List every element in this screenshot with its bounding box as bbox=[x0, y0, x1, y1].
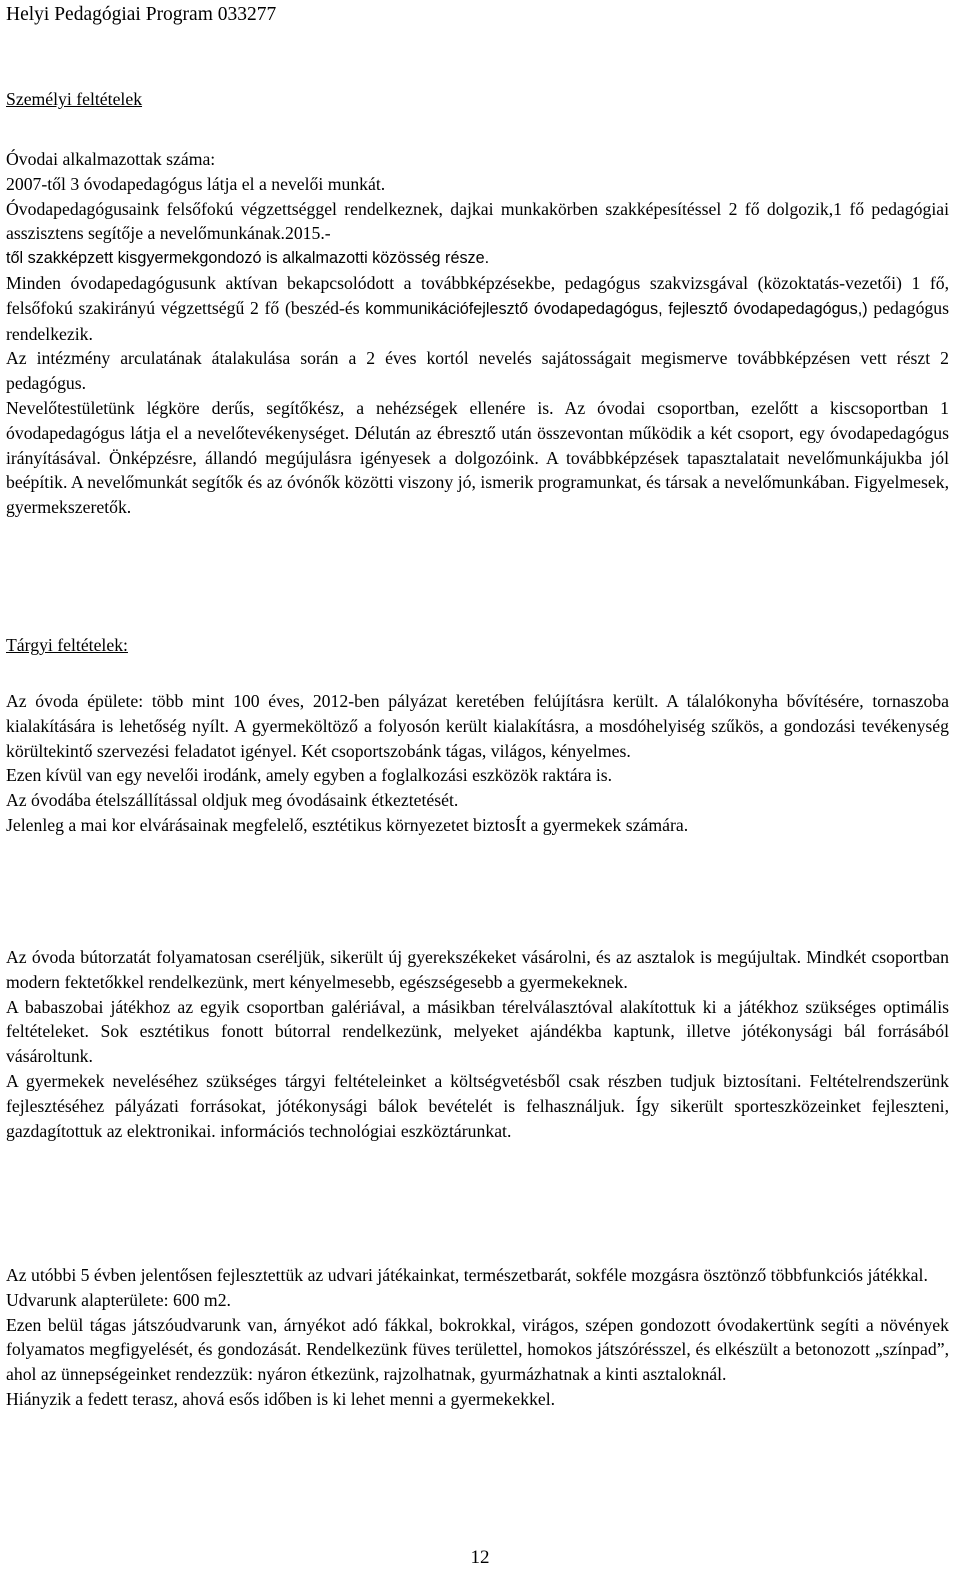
paragraph-funding: A gyermekek neveléséhez szükséges tárgyi feltételeinket a költségvetésből csak részben tudjuk biztosítani. Feltételrendszerünk fejlesztéséhez pályázati forrásokat, jótékonysági bálok bevételét is felhasználjuk. Így sikerült sporteszközeinket fejleszteni, gazdagítottuk az elektronikai. információs technológiai eszköztárunkat. bbox=[6, 1070, 949, 1141]
paragraph-catering: Az óvodába ételszállítással oldjuk meg óvodásaink étkeztetését. bbox=[6, 790, 459, 811]
document-header: Helyi Pedagógiai Program 033277 bbox=[6, 4, 277, 25]
paragraph-play-area: A babaszobai játékhoz az egyik csoportban galériával, a másikban térelválasztóval alakítottuk ki a játékhoz szükséges optimális feltételeket. Sok esztétikus fonott bútorral rendelkezünk, melyeket ajándékba kaptunk, illetve jótékonysági bál forrásából vásároltunk. bbox=[6, 996, 949, 1067]
paragraph-training bbox=[6, 271, 949, 346]
paragraph-qualifications-continued: től szakképzett kisgyermekgondozó is alkalmazotti közösség része. bbox=[6, 249, 490, 268]
section-material-body-2 bbox=[6, 945, 949, 1143]
paragraph-yard-description: Ezen belül tágas játszóudvarunk van, árnyékot adó fákkal, bokrokkal, virágos, szépen gondozott óvodakertünk segíti a növények folyamatos megfigyelését, és gondozását. Rendelkezünk füves területtel, homokos játszórésszel, és elkészült a betonozott „színpad”, ahol az ünnepségeinket rendezzük: nyáron étkezünk, rajzolhatnak, gyurmázhatnak a kinti asztaloknál. bbox=[6, 1314, 949, 1385]
paragraph-environment: Jelenleg a mai kor elvárásainak megfelelő, esztétikus környezetet biztosÍt a gyermekek számára. bbox=[6, 814, 689, 835]
section-material-body-1 bbox=[6, 689, 949, 838]
paragraph-staff-atmosphere: Nevelőtestületünk légköre derűs, segítőkész, a nehézségek ellenére is. Az óvodai csoportban, ezelőtt a kiscsoportban 1 óvodapedagógus látja el a nevelőtevékenységet. Délután az ébresztő után összevontan működik a két csoport, egy óvodapedagógus irányításával. Önképzésre, állandó megújulásra igényesek a dolgozóink. A továbbképzések tapasztalatait nevelőmunkájukba jól beépítik. A nevelőmunkát segítők és az óvónők közötti viszony jó, ismerik programunkat, és társak a nevelőmunkában. Figyelmesek, gyermekszeretők. bbox=[6, 397, 949, 518]
paragraph-training-end: pedagógus rendelkezik. bbox=[6, 297, 949, 344]
paragraph-yard-area: Udvarunk alapterülete: 600 m2. bbox=[6, 1289, 231, 1310]
paragraph-building: Az óvoda épülete: több mint 100 éves, 2012-ben pályázat keretében felújításra került. A tálalókonyha bővítésére, tornaszoba kialakítására is lehetőség nyílt. A gyermeköltöző a folyosón került kialakításra, a mosdóhelyiség szűkös, a gondozási tevékenység körültekintő szervezési feladatot igényel. Két csoportszobánk tágas, világos, kényelmes. bbox=[6, 691, 949, 761]
section-heading-personal: Személyi feltételek bbox=[6, 89, 143, 109]
section-personal bbox=[6, 87, 949, 112]
page-number: 12 bbox=[470, 1547, 490, 1568]
section-material-body-3 bbox=[6, 1263, 949, 1412]
paragraph-qualifications: Óvodapedagógusaink felsőfokú végzettséggel rendelkeznek, dajkai munkakörben szakképesítéssel 2 fő dolgozik,1 fő pedagógiai asszisztens segítője a nevelőmunkának.2015.- bbox=[6, 198, 949, 244]
paragraph-training-specialization: kommunikációfejlesztő óvodapedagógus, fejlesztő óvodapedagógus,) bbox=[365, 299, 868, 318]
section-material bbox=[6, 633, 949, 658]
paragraph-training-text: Minden óvodapedagógusunk aktívan bekapcsolódott a továbbképzésekbe, pedagógus szakvizsgával (közoktatás-vezetői) 1 fő, felsőfokú szakirányú végzettségű 2 fő (beszéd-és bbox=[6, 272, 949, 318]
section-heading-material: Tárgyi feltételek: bbox=[6, 635, 128, 655]
paragraph-institution-change: Az intézmény arculatának átalakulása során a 2 éves kortól nevelés sajátosságait megismerve továbbképzésen vett részt 2 pedagógus. bbox=[6, 348, 949, 394]
staff-count-label: Óvodai alkalmazottak száma: bbox=[6, 149, 216, 169]
paragraph-outdoor-games: Az utóbbi 5 évben jelentősen fejlesztettük az udvari játékainkat, természetbarát, sokféle mozgásra ösztönző többfunkciós játékkal. bbox=[6, 1265, 928, 1285]
section-personal-body bbox=[6, 147, 949, 520]
paragraph-furniture: Az óvoda bútorzatát folyamatosan cseréljük, sikerült új gyerekszékeket vásárolni, és az asztalok is megújultak. Mindkét csoportban modern fektetőkkel rendelkezünk, mert kényelmesebb, egészségesebb a gyermekeknek. bbox=[6, 947, 949, 992]
paragraph-missing-terrace: Hiányzik a fedett terasz, ahová esős időben is ki lehet menni a gyermekekkel. bbox=[6, 1388, 556, 1409]
paragraph-office: Ezen kívül van egy nevelői irodánk, amely egyben a foglalkozási eszközök raktára is. bbox=[6, 765, 613, 786]
staff-count-line: 2007-től 3 óvodapedagógus látja el a nevelői munkát. bbox=[6, 173, 386, 194]
